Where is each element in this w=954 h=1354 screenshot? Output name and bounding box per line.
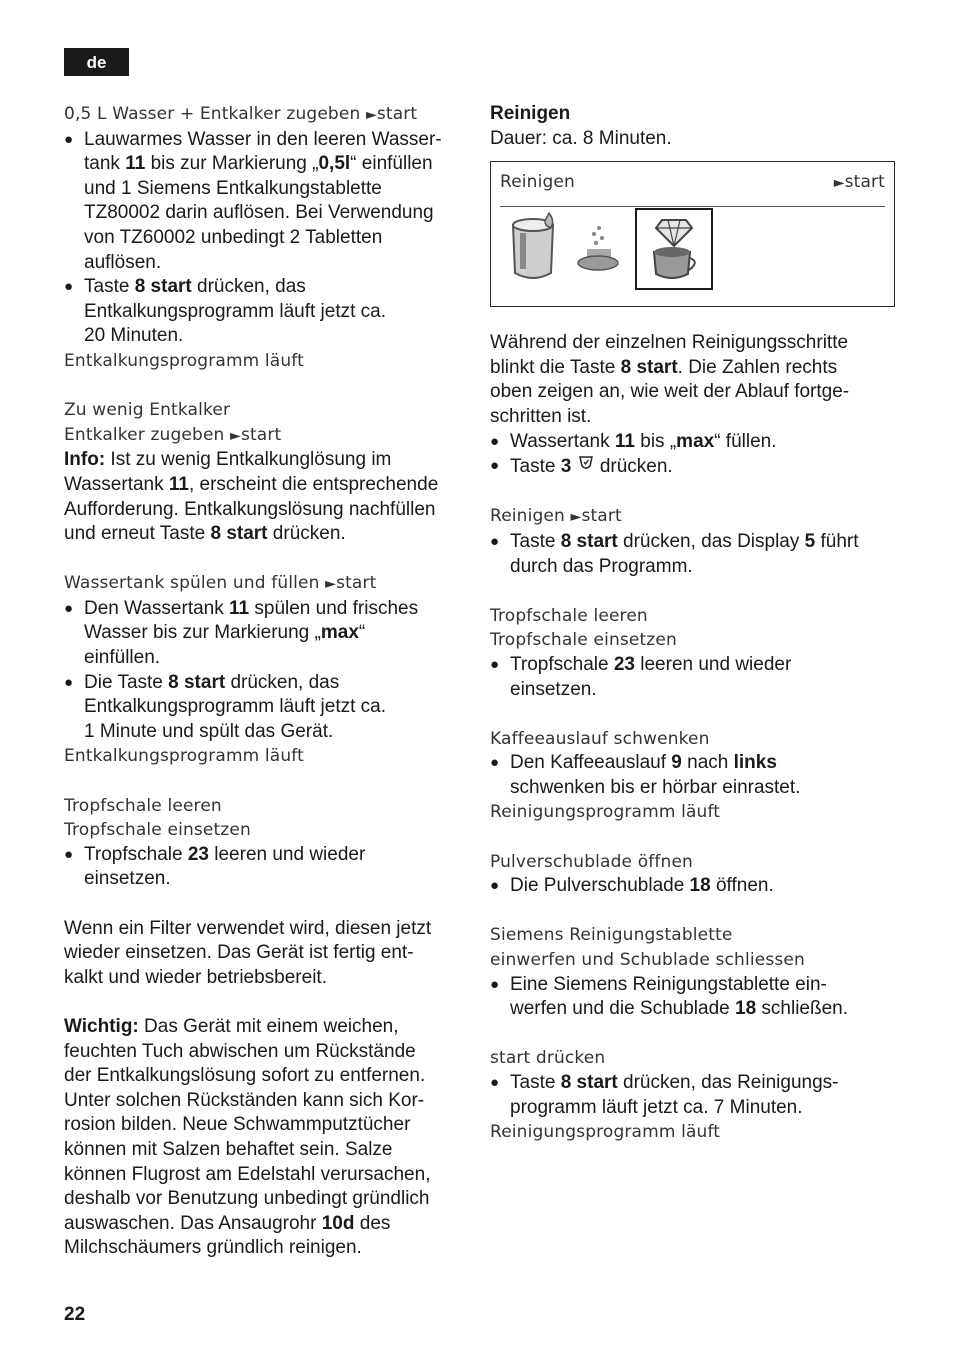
display-text: start drücken bbox=[490, 1048, 606, 1069]
display-header bbox=[500, 170, 885, 207]
paragraph: Während der einzelnen Reinigungsschritte blinkt die Taste 8 start. Die Zahlen rechts oben zeigen an, wie weit der Ablauf fortge- schritten ist. bbox=[490, 332, 850, 427]
left-column bbox=[64, 102, 469, 1261]
instruction-bullet: ● Taste 3 drücken. bbox=[490, 454, 895, 480]
cleaning-symbol-icon bbox=[577, 456, 595, 477]
section-heading: Reinigen bbox=[490, 103, 571, 124]
display-text: Wassertank spülen und füllen ►start bbox=[64, 573, 377, 594]
cleaning-tablet-icon bbox=[575, 222, 621, 277]
duration-text: Dauer: ca. 8 Minuten. bbox=[490, 127, 672, 149]
display-text: Tropfschale leeren bbox=[64, 795, 222, 816]
instruction-bullet: ● Eine Siemens Reinigungstablette ein- werfen und die Schublade 18 schließen. bbox=[490, 973, 895, 1022]
instruction-bullet: ● Taste 8 start drücken, das Reinigungs- programm läuft jetzt ca. 7 Minuten. bbox=[490, 1071, 895, 1120]
display-text: 0,5 L Wasser + Entkalker zugeben ►start bbox=[64, 104, 418, 124]
display-text: Kaffeeauslauf schwenken bbox=[490, 728, 710, 749]
instruction-bullet: ● Die Taste 8 start drücken, das Entkalkungsprogramm läuft jetzt ca. 1 Minute und spült das Gerät. bbox=[64, 671, 469, 745]
cup-with-drop-icon bbox=[509, 211, 561, 288]
instruction-bullet: ● Taste 8 start drücken, das Display 5 führt durch das Programm. bbox=[490, 530, 895, 579]
display-text: Tropfschale leeren bbox=[490, 605, 648, 626]
instruction-bullet: ● Wassertank 11 bis „max“ füllen. bbox=[490, 430, 895, 455]
display-text: Entkalkungsprogramm läuft bbox=[64, 350, 304, 371]
display-text: Entkalker zugeben ►start bbox=[64, 424, 282, 445]
info-paragraph: Info: Ist zu wenig Entkalkunglösung im Wassertank 11, erscheint die entsprechende Aufforderung. Entkalkungslösung nachfüllen und erneut Taste 8 start drücken. bbox=[64, 449, 439, 545]
display-text: Tropfschale einsetzen bbox=[490, 630, 677, 651]
display-text: Pulverschublade öffnen bbox=[490, 851, 693, 872]
paragraph: Wenn ein Filter verwendet wird, diesen jetzt wieder einsetzen. Das Gerät ist fertig ent- kalkt und wieder betriebsbereit. bbox=[64, 917, 432, 988]
display-text: Tropfschale einsetzen bbox=[64, 820, 251, 841]
display-illustration bbox=[490, 161, 895, 307]
display-text: Reinigungsprogramm läuft bbox=[490, 802, 721, 823]
display-text: Siemens Reinigungstablette bbox=[490, 925, 733, 946]
display-text: Reinigungsprogramm läuft bbox=[490, 1122, 721, 1143]
display-label: Reinigen bbox=[500, 172, 575, 193]
instruction-bullet: ● Den Wassertank 11 spülen und frisches Wasser bis zur Markierung „max“ einfüllen. bbox=[64, 597, 469, 671]
important-paragraph: Wichtig: Das Gerät mit einem weichen, feuchten Tuch abwischen um Rückstände der Entkalkungslösung sofort zu entfernen. Unter solchen Rückständen kann sich Kor- rosion bilden. Neue Schwammputztücher können mit Salzen behaftet sein. Salze können Flugrost am Edelstahl verursachen, deshalb vor Benutzung unbedingt gründlich auswaschen. Das Ansaugrohr 10d des Milchschäumers gründlich reinigen. bbox=[64, 1015, 431, 1259]
coffee-cup-diamond-icon bbox=[635, 208, 713, 290]
display-text: Entkalkungsprogramm läuft bbox=[64, 746, 304, 767]
display-text: Zu wenig Entkalker bbox=[64, 400, 231, 421]
display-icons bbox=[509, 208, 713, 290]
display-text: Reinigen ►start bbox=[490, 506, 622, 527]
instruction-bullet: ● Taste 8 start drücken, das Entkalkungsprogramm läuft jetzt ca. 20 Minuten. bbox=[64, 275, 469, 349]
instruction-bullet: ● Tropfschale 23 leeren und wieder einsetzen. bbox=[64, 843, 469, 892]
instruction-bullet: ● Die Pulverschublade 18 öffnen. bbox=[490, 874, 895, 899]
instruction-bullet: ● Tropfschale 23 leeren und wieder einsetzen. bbox=[490, 653, 895, 702]
display-start: ►start bbox=[833, 172, 885, 193]
language-tab: de bbox=[64, 48, 129, 76]
instruction-bullet: ● Den Kaffeeauslauf 9 nach links schwenken bis er hörbar einrastet. bbox=[490, 751, 895, 800]
instruction-bullet: ● Lauwarmes Wasser in den leeren Wasser- tank 11 bis zur Markierung „0,5l“ einfüllen und 1 Siemens Entkalkungstablette TZ80002 darin auflösen. Bei Verwendung von TZ60002 unbedingt 2 Tabletten auflösen. bbox=[64, 128, 469, 276]
right-column bbox=[490, 102, 895, 1145]
page-number: 22 bbox=[64, 1304, 86, 1325]
display-text: einwerfen und Schublade schliessen bbox=[490, 950, 805, 971]
